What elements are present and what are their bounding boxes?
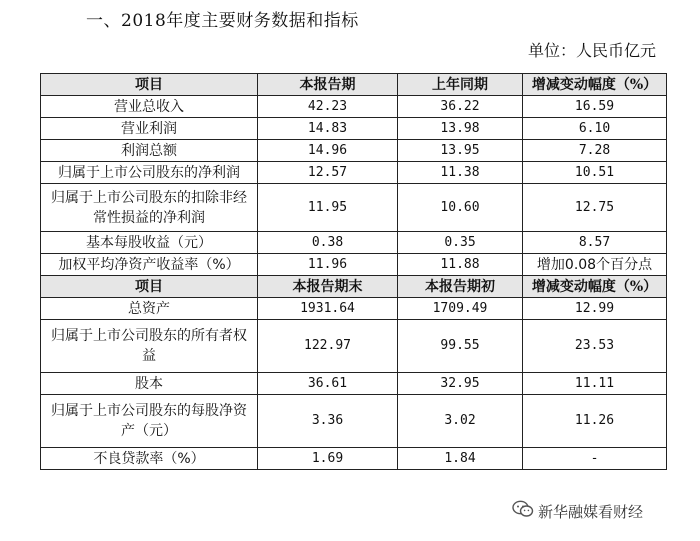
item-cell: 营业利润: [41, 118, 258, 140]
table-row: [41, 184, 667, 232]
value-cell: 16.59: [523, 96, 667, 118]
value-cell: 36.22: [398, 96, 523, 118]
table-row: [41, 373, 667, 395]
value-cell: 0.38: [258, 232, 398, 254]
value-cell: 8.57: [523, 232, 667, 254]
value-cell: 13.95: [398, 140, 523, 162]
value-cell: 14.83: [258, 118, 398, 140]
table-row: [41, 162, 667, 184]
table-row: [41, 448, 667, 470]
item-cell: 加权平均净资产收益率（%）: [41, 254, 258, 276]
value-cell: 6.10: [523, 118, 667, 140]
item-cell: 归属于上市公司股东的每股净资产（元）: [41, 395, 258, 448]
header-cell: 项目: [41, 74, 258, 96]
header-cell: 项目: [41, 276, 258, 298]
financial-table: [40, 73, 667, 470]
header-cell: 增减变动幅度（%）: [523, 276, 667, 298]
item-cell: 归属于上市公司股东的所有者权益: [41, 320, 258, 373]
table-row: [41, 140, 667, 162]
table-row: [41, 118, 667, 140]
table-row: [41, 254, 667, 276]
watermark: [512, 500, 643, 522]
item-cell: 不良贷款率（%）: [41, 448, 258, 470]
section-title: 一、2018年度主要财务数据和指标: [86, 11, 359, 31]
watermark-text: 新华融媒看财经: [538, 502, 644, 521]
table-row: [41, 232, 667, 254]
value-cell: 1709.49: [398, 298, 523, 320]
value-cell: 3.02: [398, 395, 523, 448]
header-cell: 本报告期末: [258, 276, 398, 298]
table-row: [41, 298, 667, 320]
value-cell: 12.57: [258, 162, 398, 184]
table-row: [41, 320, 667, 373]
item-cell: 归属于上市公司股东的扣除非经常性损益的净利润: [41, 184, 258, 232]
header-cell: 增减变动幅度（%）: [523, 74, 667, 96]
item-cell: 总资产: [41, 298, 258, 320]
table-header-row: [41, 276, 667, 298]
value-cell: 14.96: [258, 140, 398, 162]
unit-label: 单位：人民币亿元: [527, 41, 656, 60]
value-cell: 12.99: [523, 298, 667, 320]
table-header-row: [41, 74, 667, 96]
value-cell: 增加0.08个百分点: [523, 254, 667, 276]
value-cell: 99.55: [398, 320, 523, 373]
item-cell: 利润总额: [41, 140, 258, 162]
table-row: [41, 395, 667, 448]
value-cell: 1.69: [258, 448, 398, 470]
header-cell: 上年同期: [398, 74, 523, 96]
value-cell: 23.53: [523, 320, 667, 373]
value-cell: 42.23: [258, 96, 398, 118]
value-cell: 122.97: [258, 320, 398, 373]
value-cell: 13.98: [398, 118, 523, 140]
value-cell: 11.95: [258, 184, 398, 232]
value-cell: 36.61: [258, 373, 398, 395]
item-cell: 基本每股收益（元）: [41, 232, 258, 254]
value-cell: 1931.64: [258, 298, 398, 320]
item-cell: 股本: [41, 373, 258, 395]
header-cell: 本报告期初: [398, 276, 523, 298]
value-cell: 1.84: [398, 448, 523, 470]
wechat-icon: [512, 500, 538, 522]
value-cell: 10.60: [398, 184, 523, 232]
value-cell: 0.35: [398, 232, 523, 254]
value-cell: 32.95: [398, 373, 523, 395]
value-cell: 3.36: [258, 395, 398, 448]
value-cell: 11.38: [398, 162, 523, 184]
item-cell: 营业总收入: [41, 96, 258, 118]
value-cell: 11.96: [258, 254, 398, 276]
value-cell: 12.75: [523, 184, 667, 232]
table-row: [41, 96, 667, 118]
header-cell: 本报告期: [258, 74, 398, 96]
value-cell: 7.28: [523, 140, 667, 162]
value-cell: 11.26: [523, 395, 667, 448]
item-cell: 归属于上市公司股东的净利润: [41, 162, 258, 184]
value-cell: -: [523, 448, 667, 470]
value-cell: 10.51: [523, 162, 667, 184]
value-cell: 11.11: [523, 373, 667, 395]
value-cell: 11.88: [398, 254, 523, 276]
